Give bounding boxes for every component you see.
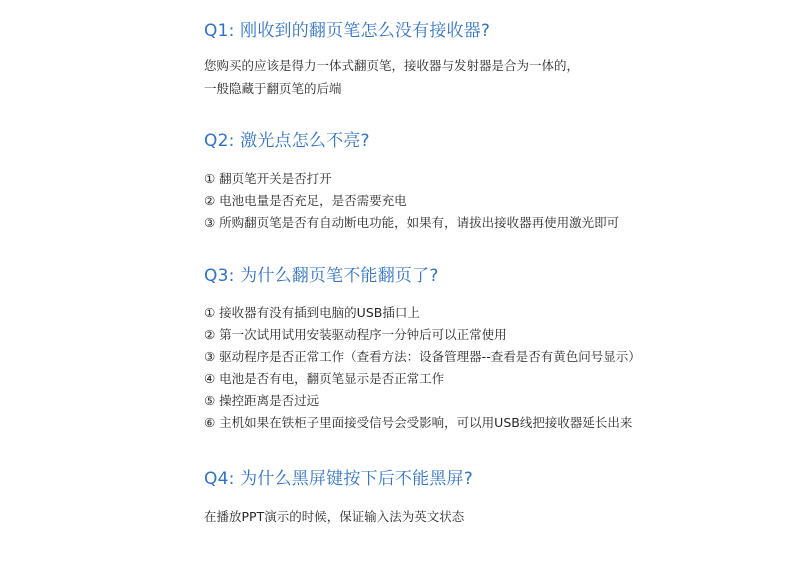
answer-list (204, 505, 764, 528)
answer-list (204, 168, 764, 234)
answer-list (204, 54, 764, 100)
answer-line: ① 翻页笔开关是否打开 (204, 171, 332, 186)
answer-line: 您购买的应该是得力一体式翻页笔，接收器与发射器是合为一体的， (204, 58, 580, 73)
faq-section-q2 (204, 130, 764, 234)
question-heading: Q3: 为什么翻页笔不能翻页了? (204, 266, 439, 286)
answer-line: ① 接收器有没有插到电脑的USB插口上 (204, 305, 420, 320)
question-heading: Q1: 刚收到的翻页笔怎么没有接收器? (204, 21, 491, 41)
faq-section-q1 (204, 20, 764, 100)
faq-section-q4 (204, 468, 764, 528)
answer-line: ② 第一次试用试用安装驱动程序一分钟后可以正常使用 (204, 327, 507, 342)
answer-line: ⑥ 主机如果在铁柜子里面接受信号会受影响，可以用USB线把接收器延长出来 (204, 415, 633, 430)
answer-line: ④ 电池是否有电，翻页笔显示是否正常工作 (204, 371, 445, 386)
answer-line: 在播放PPT演示的时候，保证输入法为英文状态 (204, 509, 465, 524)
faq-section-q3 (204, 265, 764, 434)
answer-line: ⑤ 操控距离是否过远 (204, 393, 320, 408)
question-heading: Q2: 激光点怎么不亮? (204, 131, 370, 151)
answer-line: 一般隐藏于翻页笔的后端 (204, 81, 342, 96)
answer-line: ③ 驱动程序是否正常工作（查看方法：设备管理器--查看是否有黄色问号显示） (204, 349, 641, 364)
answer-line: ② 电池电量是否充足，是否需要充电 (204, 193, 407, 208)
answer-line: ③ 所购翻页笔是否有自动断电功能，如果有，请拔出接收器再使用激光即可 (204, 215, 620, 230)
answer-list (204, 302, 764, 434)
question-heading: Q4: 为什么黑屏键按下后不能黑屏? (204, 469, 473, 489)
